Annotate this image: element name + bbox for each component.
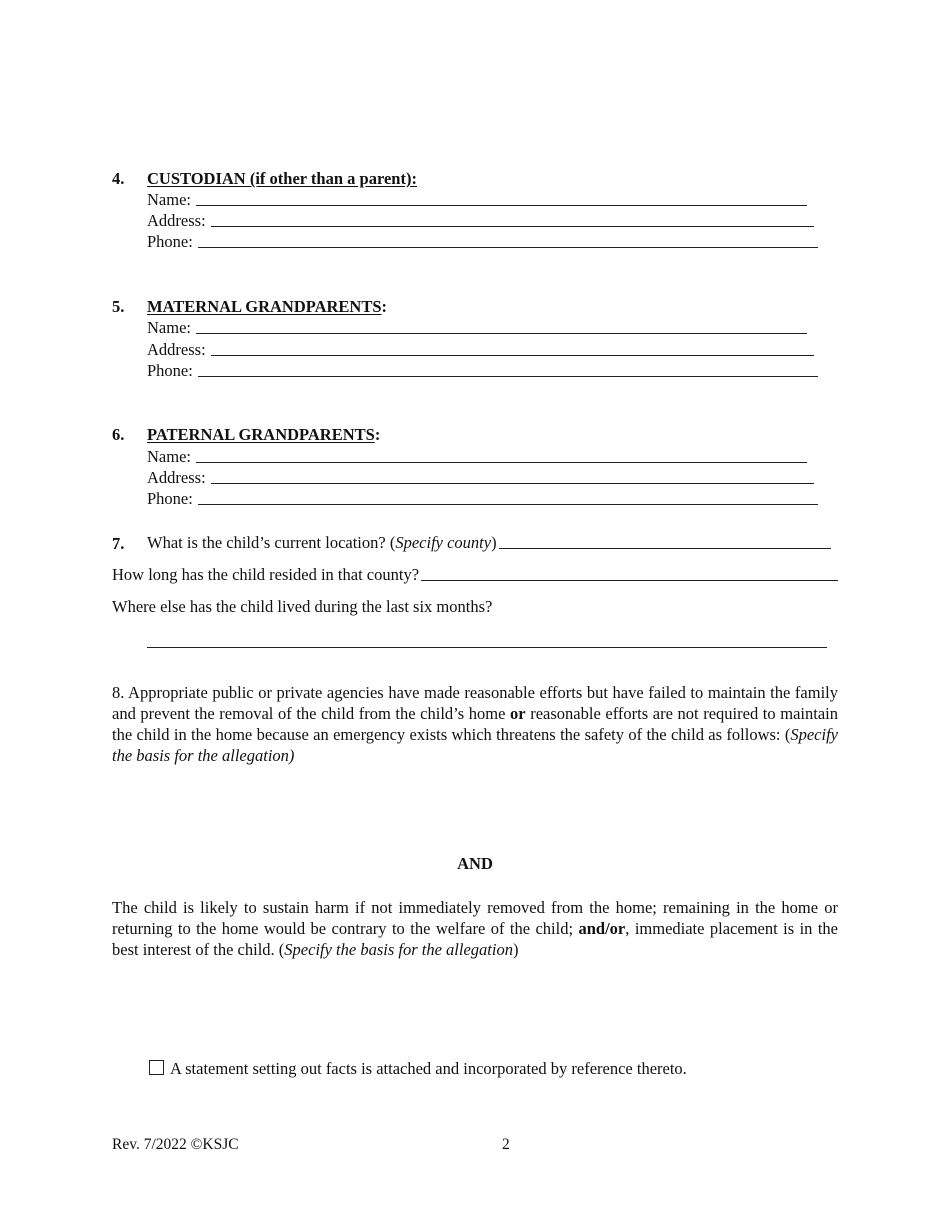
address-input-line[interactable] — [211, 225, 814, 227]
paternal-address-field[interactable] — [147, 467, 814, 488]
section-6-heading: PATERNAL GRANDPARENTS: — [147, 425, 381, 444]
phone-label: Phone: — [147, 489, 193, 508]
footer-page-number: 2 — [502, 1136, 510, 1153]
current-location-input-line[interactable] — [499, 547, 831, 549]
name-label: Name: — [147, 318, 191, 337]
name-label: Name: — [147, 190, 191, 209]
current-location-field[interactable] — [147, 532, 831, 553]
section-5-number: 5. — [112, 297, 125, 316]
phone-input-line[interactable] — [198, 503, 818, 505]
previous-residence-input-line[interactable] — [147, 646, 827, 648]
address-label: Address: — [147, 468, 206, 487]
phone-input-line[interactable] — [198, 246, 818, 248]
name-label: Name: — [147, 447, 191, 466]
paternal-phone-field[interactable] — [147, 488, 818, 509]
and-heading: AND — [457, 854, 493, 873]
attachment-statement[interactable] — [149, 1059, 687, 1079]
section-6-number: 6. — [112, 425, 125, 444]
attachment-label: A statement setting out facts is attached and incorporated by reference thereto. — [170, 1059, 687, 1078]
section-5-heading: MATERNAL GRANDPARENTS: — [147, 297, 388, 316]
section-4-heading: CUSTODIAN (if other than a parent): — [147, 169, 417, 188]
previous-residence-question: Where else has the child lived during the last six months? — [112, 597, 493, 616]
paternal-name-field[interactable] — [147, 446, 807, 467]
footer-revision: Rev. 7/2022 ©KSJC — [112, 1136, 239, 1153]
custodian-address-field[interactable] — [147, 210, 814, 231]
name-input-line[interactable] — [196, 332, 807, 334]
phone-label: Phone: — [147, 361, 193, 380]
address-label: Address: — [147, 340, 206, 359]
address-input-line[interactable] — [211, 482, 814, 484]
phone-input-line[interactable] — [198, 375, 818, 377]
phone-label: Phone: — [147, 232, 193, 251]
address-label: Address: — [147, 211, 206, 230]
section-4-number: 4. — [112, 169, 125, 188]
residence-duration-input-line[interactable] — [421, 579, 838, 581]
maternal-phone-field[interactable] — [147, 360, 818, 381]
section-8-paragraph: 8. Appropriate public or private agencies have made reasonable efforts but have failed to maintain the family and prevent the removal of the child from the child’s home or reasonable efforts are not required to maintain the child in the home because an emergency exists which threatens the safety of the child as follows: (Specify the basis for the allegation) — [112, 683, 838, 765]
name-input-line[interactable] — [196, 204, 807, 206]
attachment-checkbox[interactable] — [149, 1060, 164, 1075]
maternal-name-field[interactable] — [147, 317, 807, 338]
address-input-line[interactable] — [211, 354, 814, 356]
name-input-line[interactable] — [196, 461, 807, 463]
residence-duration-question: How long has the child resided in that county? — [112, 565, 420, 584]
maternal-address-field[interactable] — [147, 339, 814, 360]
residence-duration-field[interactable] — [112, 564, 838, 585]
harm-paragraph: The child is likely to sustain harm if not immediately removed from the home; remaining in the home or returning to the home would be contrary to the welfare of the child; and/or, immediate placement is in the best interest of the child. (Specify the basis for the allegation) — [112, 898, 838, 959]
section-7-number: 7. — [112, 534, 125, 553]
custodian-phone-field[interactable] — [147, 231, 818, 252]
current-location-question: What is the child’s current location? (Specify county) — [147, 533, 497, 552]
custodian-name-field[interactable] — [147, 189, 807, 210]
